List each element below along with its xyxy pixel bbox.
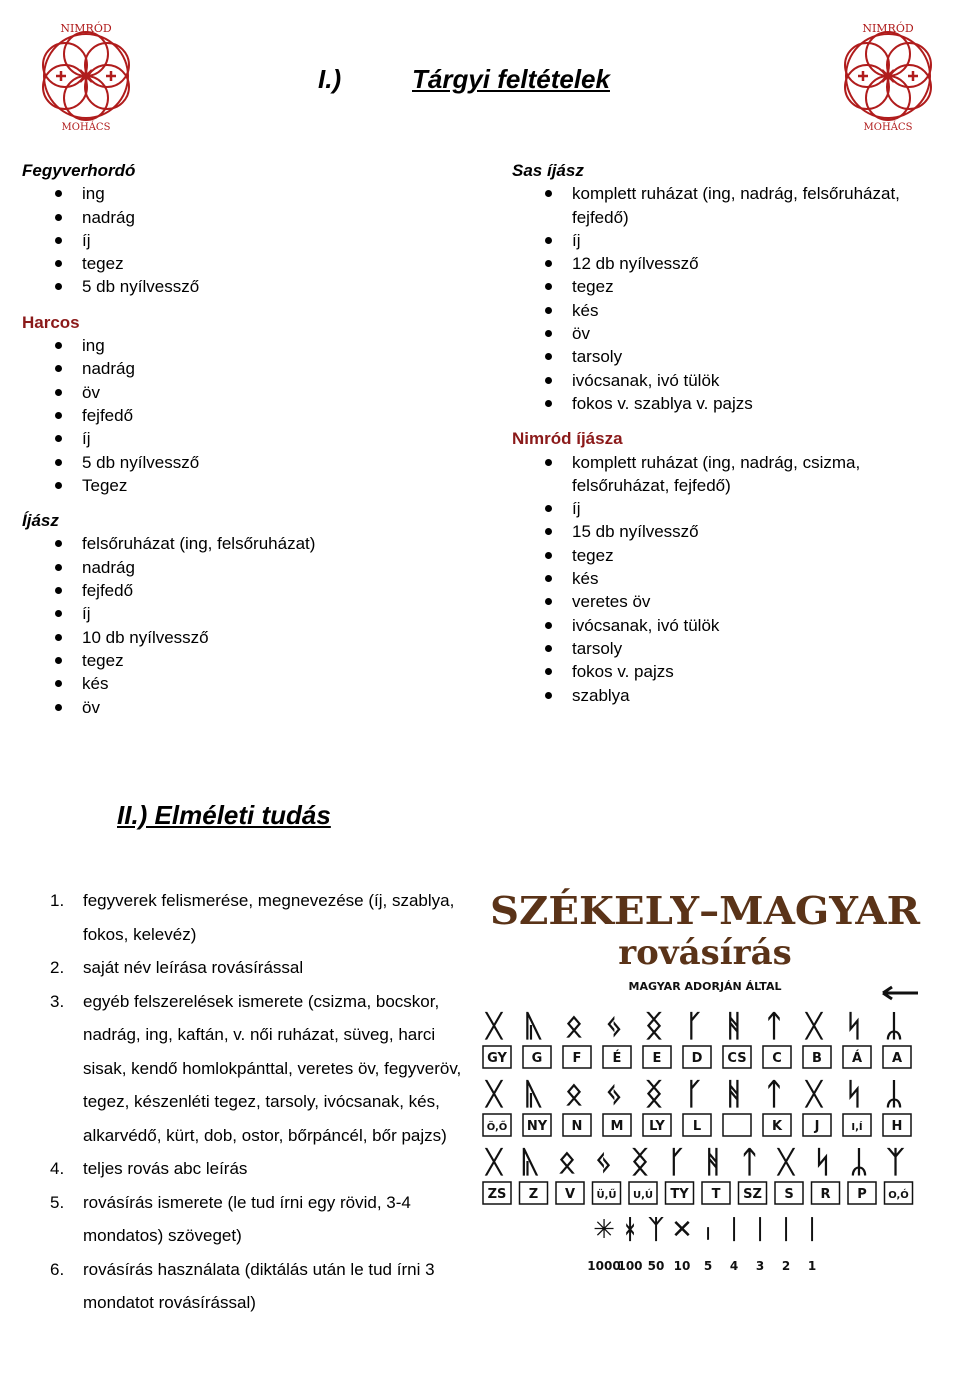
svg-text:MOHÁCS: MOHÁCS — [863, 122, 913, 133]
list-item: fejfedő — [22, 404, 452, 427]
section-sas-ijasz — [512, 159, 952, 415]
rune-glyph: ᚣ — [525, 1077, 543, 1112]
rune-glyph: ᛝ — [645, 1009, 663, 1044]
list-item: ivócsanak, ivó tülök — [512, 369, 952, 392]
rune-label: U,Ú — [632, 1190, 654, 1201]
rune-glyph: ᛝ — [631, 1145, 649, 1180]
rune-label: B — [812, 1051, 822, 1066]
item-list — [512, 182, 952, 415]
rovas-subtitle: rovásírás — [618, 933, 792, 973]
rune-label: P — [857, 1187, 867, 1202]
numbered-list — [50, 884, 470, 1320]
numbered-item — [50, 1186, 470, 1253]
list-item: komplett ruházat (ing, nadrág, csizma, felsőruházat, fejfedő) — [512, 451, 952, 498]
item-text: fegyverek felismerése, megnevezése (íj, szablya, fokos, kelevéz) — [83, 891, 455, 944]
list-item: tegez — [22, 252, 452, 275]
rune-label: GY — [487, 1051, 507, 1066]
list-item: kés — [22, 672, 452, 695]
rune-number-label: 1000 — [587, 1259, 621, 1273]
rune-glyph: ᚴ — [667, 1145, 686, 1180]
rune-label: V — [564, 1187, 576, 1202]
item-text: rovásírás használata (diktálás után le tud írni 3 mondatot rovásírással) — [83, 1259, 435, 1312]
rune-glyph: ᚣ — [521, 1145, 540, 1180]
item-list — [22, 334, 452, 497]
rovas-author: MAGYAR ADORJÁN ÁLTAL — [628, 980, 782, 993]
item-text: saját név leírása rovásírással — [83, 958, 304, 977]
rune-glyph: ᛋ — [813, 1145, 832, 1180]
rune-number-glyph: ✕ — [671, 1215, 693, 1245]
list-item: kés — [512, 567, 952, 590]
rune-glyph: ᚷ — [805, 1009, 823, 1044]
svg-text:MOHÁCS: MOHÁCS — [61, 122, 111, 133]
rune-glyph: ᛏ — [740, 1145, 759, 1180]
list-item: fejfedő — [22, 579, 452, 602]
numbered-item — [50, 1253, 470, 1320]
rune-label: D — [691, 1051, 703, 1066]
list-item: 12 db nyílvessző — [512, 252, 952, 275]
rune-label: ZS — [487, 1187, 507, 1202]
rune-glyph: ᛟ — [565, 1009, 583, 1044]
list-item: fokos v. szablya v. pajzs — [512, 392, 952, 415]
list-item: veretes öv — [512, 590, 952, 613]
rune-number-glyph: ᛁ — [726, 1215, 742, 1245]
rune-label: Z — [528, 1187, 539, 1202]
rune-glyph: ᛟ — [558, 1145, 576, 1180]
rune-glyph: ᛦ — [850, 1145, 868, 1180]
rune-glyph: ᚷ — [485, 1145, 503, 1180]
numbered-item — [50, 884, 470, 951]
rune-label: S — [784, 1187, 794, 1202]
rune-glyph: ᚷ — [777, 1145, 795, 1180]
list-item: ing — [22, 334, 452, 357]
rune-number-glyph: ᛧ — [700, 1215, 716, 1245]
section-title: Harcos — [22, 312, 80, 332]
list-item: szablya — [512, 684, 952, 707]
rune-label: SZ — [743, 1187, 762, 1202]
rune-label-box — [723, 1114, 751, 1136]
list-item: öv — [22, 696, 452, 719]
list-item: tarsoly — [512, 345, 952, 368]
list-item: tegez — [512, 275, 952, 298]
nimrod-logo-right — [832, 18, 944, 136]
list-item: komplett ruházat (ing, nadrág, felsőruházat, fejfedő) — [512, 182, 952, 229]
section-fegyverhordo — [22, 159, 452, 299]
rune-label: Ü,Ű — [596, 1190, 617, 1201]
svg-text:NIMRÓD: NIMRÓD — [862, 22, 914, 35]
rune-glyph: ᚷ — [805, 1077, 823, 1112]
list-item: fokos v. pajzs — [512, 660, 952, 683]
page-title: Tárgyi feltételek — [412, 64, 610, 94]
list-item: öv — [512, 322, 952, 345]
rune-label: N — [571, 1119, 583, 1134]
list-item: nadrág — [22, 556, 452, 579]
list-item: íj — [512, 229, 952, 252]
list-item: íj — [22, 602, 452, 625]
numbered-item — [50, 985, 470, 1153]
item-number: 6. — [50, 1259, 65, 1279]
rune-number-label: 10 — [673, 1259, 691, 1273]
rune-number-glyph: ✳ — [593, 1215, 615, 1245]
rune-glyph: ᛏ — [765, 1077, 783, 1112]
rune-glyph: ᛃ — [605, 1077, 623, 1112]
rune-number-label: 4 — [729, 1259, 739, 1273]
item-number: 1. — [50, 891, 65, 910]
rune-glyph: ᚣ — [525, 1009, 543, 1044]
rune-number-label: 5 — [703, 1259, 713, 1273]
list-item: tarsoly — [512, 637, 952, 660]
section-ijasz — [22, 509, 452, 719]
rune-glyph: ᛃ — [594, 1145, 613, 1180]
rune-label: F — [572, 1051, 582, 1066]
item-list — [22, 532, 452, 718]
rune-label: T — [711, 1187, 721, 1202]
rune-glyph: ᚴ — [685, 1077, 703, 1112]
rune-label: Á — [851, 1051, 863, 1066]
list-item: Tegez — [22, 474, 452, 497]
list-item: nadrág — [22, 206, 452, 229]
rune-glyph: ᛋ — [845, 1077, 863, 1112]
list-item: kés — [512, 299, 952, 322]
rune-number-label: 2 — [781, 1259, 791, 1273]
rovasiras-chart — [478, 876, 933, 1286]
item-number: 5. — [50, 1192, 65, 1212]
rune-number-label: 3 — [755, 1259, 765, 1273]
list-item: öv — [22, 381, 452, 404]
list-item: 5 db nyílvessző — [22, 451, 452, 474]
rune-glyph: ᛏ — [765, 1009, 783, 1044]
rune-glyph: ᛉ — [886, 1145, 905, 1180]
rune-glyph: ᛋ — [845, 1009, 863, 1044]
rune-label: E — [652, 1051, 662, 1066]
rune-label: L — [692, 1119, 702, 1134]
section-title: Íjász — [22, 511, 59, 531]
rune-glyph: ᛃ — [605, 1009, 623, 1044]
rovas-title: SZÉKELY–MAGYAR — [490, 888, 921, 933]
rune-label: TY — [670, 1187, 689, 1202]
left-column — [22, 159, 452, 731]
rune-number-label: 50 — [647, 1259, 665, 1273]
rune-glyph: ᚻ — [725, 1077, 743, 1112]
rune-glyph: ᛝ — [645, 1077, 663, 1112]
section-title: Sas íjász — [512, 161, 584, 180]
item-number: 3. — [50, 991, 65, 1011]
section-title: Fegyverhordó — [22, 161, 136, 180]
rune-glyph: ᛦ — [885, 1009, 903, 1044]
rune-glyph: ᛦ — [885, 1077, 903, 1112]
rune-label: O,Ó — [888, 1190, 909, 1201]
rune-number-glyph: ᛁ — [752, 1215, 768, 1245]
rune-label: G — [531, 1051, 543, 1066]
rune-label: Ö,Ő — [486, 1122, 508, 1133]
list-item: íj — [22, 427, 452, 450]
section-title: Nimród íjásza — [512, 429, 623, 449]
section-2-title: II.) Elméleti tudás — [117, 800, 331, 830]
rune-label: LY — [649, 1119, 665, 1134]
rune-number-label: 1 — [807, 1259, 817, 1273]
list-item: tegez — [22, 649, 452, 672]
list-item: ivócsanak, ivó tülök — [512, 614, 952, 637]
list-item: 10 db nyílvessző — [22, 626, 452, 649]
numbered-item — [50, 951, 470, 985]
section-harcos — [22, 311, 452, 497]
item-text: teljes rovás abc leírás — [83, 1159, 248, 1178]
list-item: tegez — [512, 544, 952, 567]
rune-label: J — [814, 1119, 820, 1134]
rune-glyph: ᚷ — [485, 1009, 503, 1044]
rune-glyph: ᚷ — [485, 1077, 503, 1112]
numbered-item — [50, 1152, 470, 1186]
item-list — [22, 182, 452, 298]
rune-number-glyph: ᛉ — [648, 1215, 664, 1245]
rune-label: NY — [526, 1119, 548, 1134]
rune-label: C — [772, 1051, 782, 1066]
rune-number-glyph: ᛁ — [778, 1215, 794, 1245]
right-column — [512, 159, 952, 719]
list-item: nadrág — [22, 357, 452, 380]
nimrod-logo-left — [30, 18, 142, 136]
item-list — [512, 451, 952, 707]
list-item: ing — [22, 182, 452, 205]
list-item: 5 db nyílvessző — [22, 275, 452, 298]
rune-glyph: ᚻ — [725, 1009, 743, 1044]
rune-label: É — [612, 1051, 622, 1066]
rune-number-glyph: ᚼ — [622, 1215, 638, 1245]
rune-label: A — [891, 1051, 903, 1066]
rune-label: M — [610, 1119, 624, 1134]
rune-number-glyph: ᛁ — [804, 1215, 820, 1245]
item-number: 2. — [50, 958, 65, 977]
item-text: rovásírás ismerete (le tud írni egy rövid, 3-4 mondatos) szöveget) — [83, 1192, 411, 1245]
list-item: íj — [512, 497, 952, 520]
svg-text:NIMRÓD: NIMRÓD — [60, 22, 112, 35]
arrow-left-icon — [883, 987, 918, 999]
rune-label: I,Í — [851, 1122, 863, 1133]
rune-glyph: ᚴ — [685, 1009, 703, 1044]
rune-label: R — [820, 1187, 831, 1202]
rune-number-label: 100 — [617, 1259, 643, 1273]
item-number: 4. — [50, 1159, 65, 1178]
rune-label: H — [891, 1119, 903, 1134]
list-item: 15 db nyílvessző — [512, 520, 952, 543]
rune-glyph: ᛟ — [565, 1077, 583, 1112]
rune-label: K — [771, 1119, 783, 1134]
item-text: egyéb felszerelések ismerete (csizma, bocskor, nadrág, ing, kaftán, v. női ruházat, süveg, harci sisak, kendő homlokpánttal, veretes öv, fegyveröv, tegez, készenléti tegez, tarsoly, ivócsanak, kés, alkarvédő, kürt, dob, ostor, bőrpáncél, bőr pajzs) — [83, 991, 462, 1145]
rune-glyph: ᚻ — [704, 1145, 722, 1180]
section-number: I.) — [318, 64, 342, 94]
list-item: íj — [22, 229, 452, 252]
rune-label: CS — [727, 1051, 747, 1066]
list-item: felsőruházat (ing, felsőruházat) — [22, 532, 452, 555]
section-nimrod-ijasza — [512, 427, 952, 707]
